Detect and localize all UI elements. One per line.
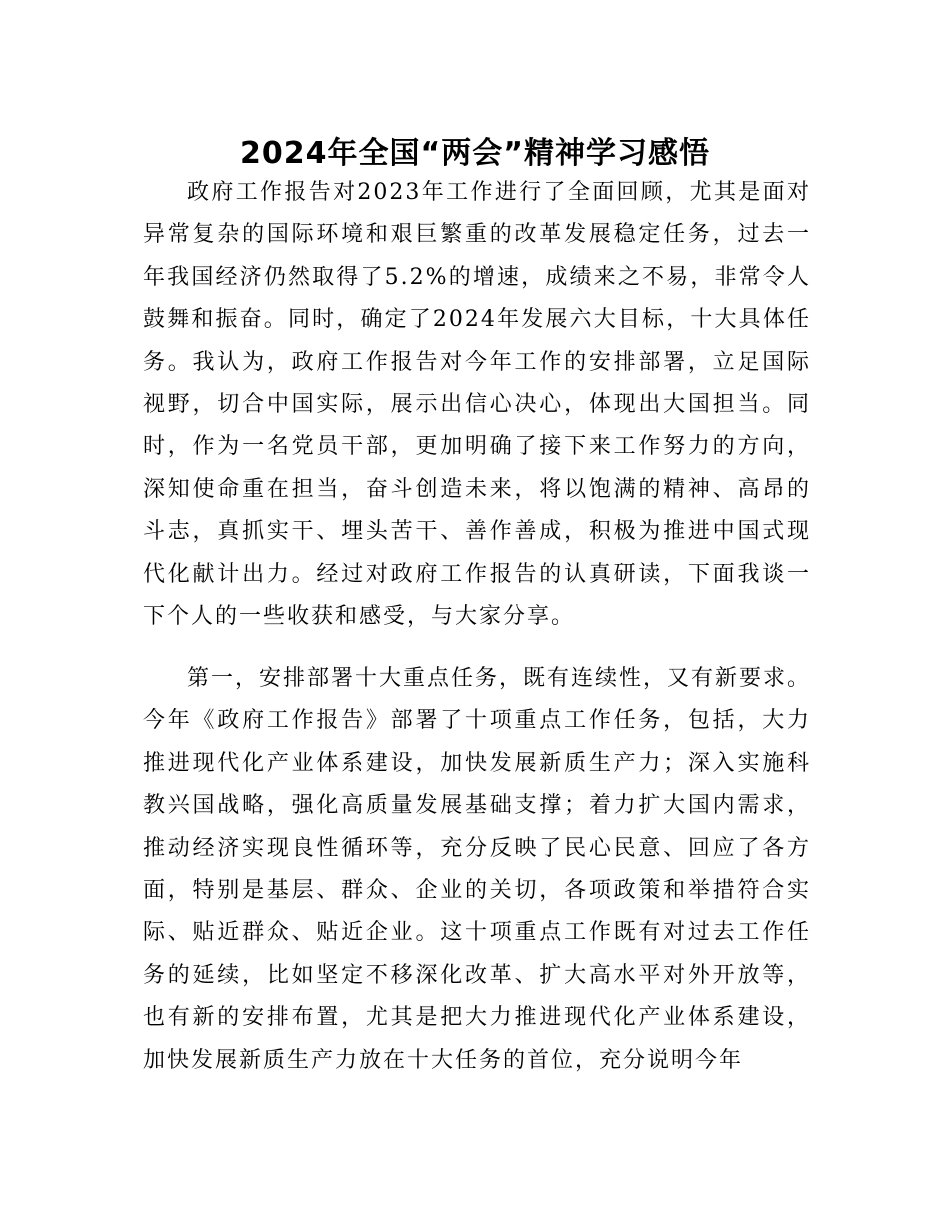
- document-title: 2024年全国“两会”精神学习感悟: [240, 136, 710, 172]
- paragraph-tasks: 第一，安排部署十大重点任务，既有连续性，又有新要求。今年《政府工作报告》部署了十项重点工作任务，包括，大力推进现代化产业体系建设，加快发展新质生产力；深入实施科教兴国战略，强化高质量发展基础支撑；着力扩大国内需求，推动经济实现良性循环等，充分反映了民心民意、回应了各方面，特别是基层、群众、企业的关切，各项政策和举措符合实际、贴近群众、贴近企业。这十项重点工作既有对过去工作任务的延续，比如坚定不移深化改革、扩大高水平对外开放等，也有新的安排布置，尤其是把大力推进现代化产业体系建设，加快发展新质生产力放在十大任务的首位，充分说明今年: [143, 666, 812, 1073]
- paragraph-review: 政府工作报告对2023年工作进行了全面回顾，尤其是面对异常复杂的国际环境和艰巨繁重的改革发展稳定任务，过去一年我国经济仍然取得了5.2%的增速，成绩来之不易，非常令人鼓舞和振奋。同时，确定了2024年发展六大目标，十大具体任务。我认为，政府工作报告对今年工作的安排部署，立足国际视野，切合中国实际，展示出信心决心，体现出大国担当。同时，作为一名党员干部，更加明确了接下来工作努力的方向，深知使命重在担当，奋斗创造未来，将以饱满的精神、高昂的斗志，真抓实干、埋头苦干、善作善成，积极为推进中国式现代化献计出力。经过对政府工作报告的认真研读，下面我谈一下个人的一些收获和感受，与大家分享。: [143, 180, 811, 630]
